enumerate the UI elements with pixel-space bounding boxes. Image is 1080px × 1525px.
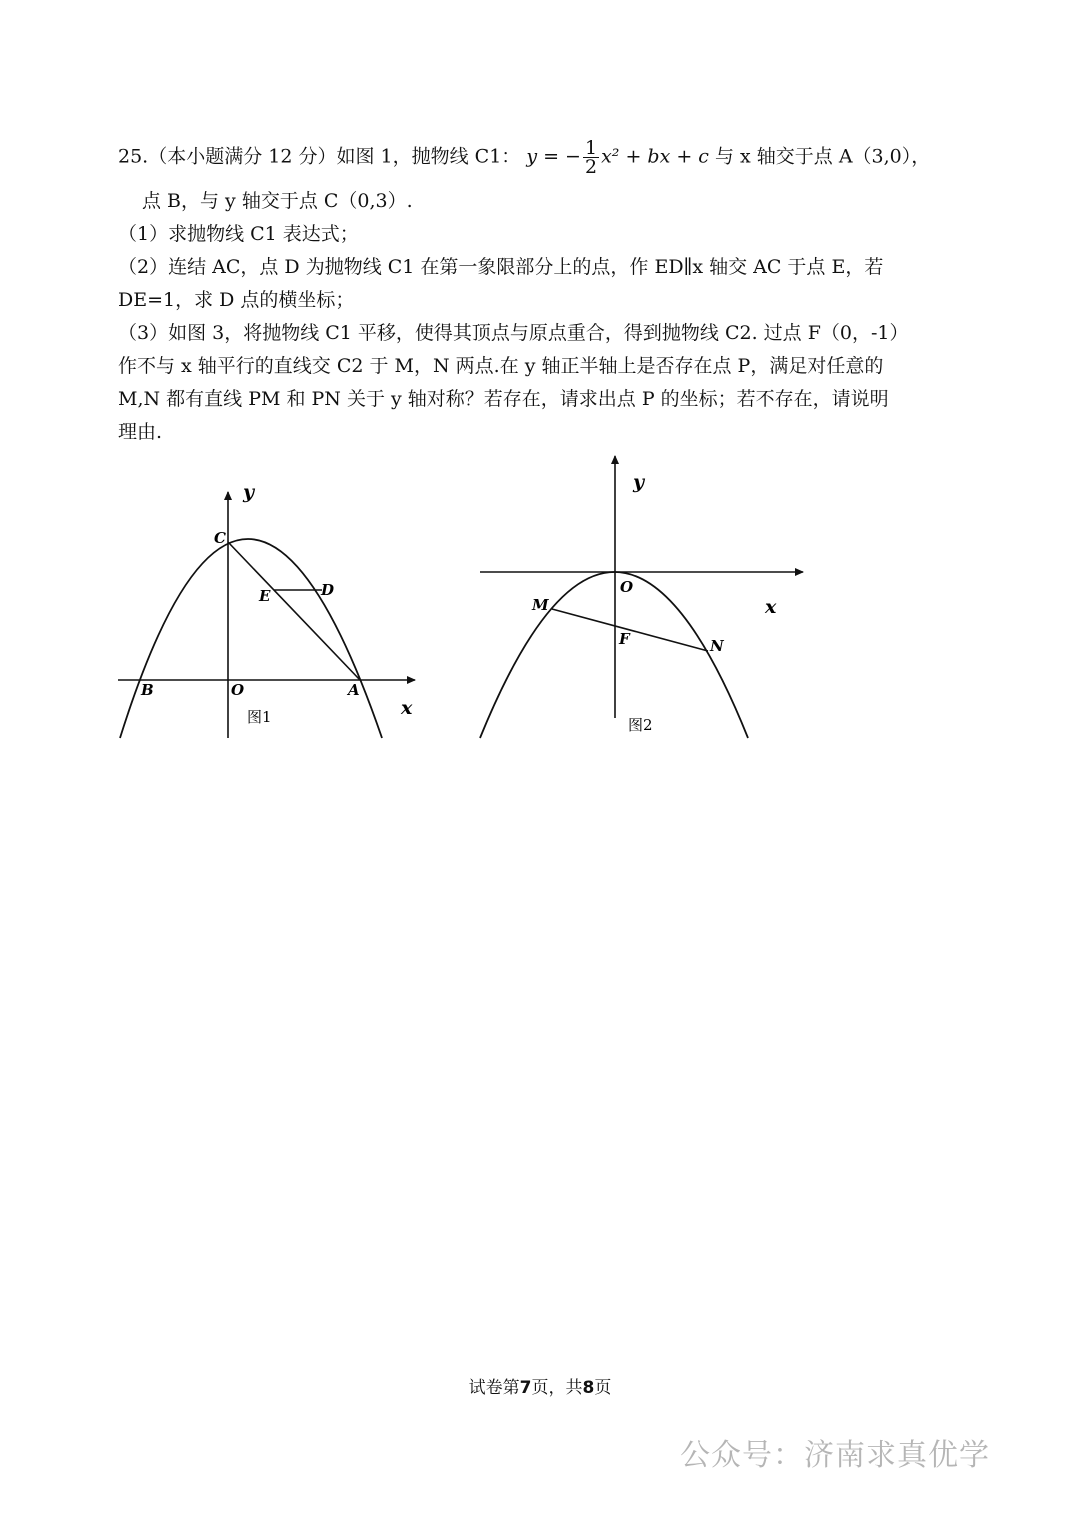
fraction-numerator: 1 bbox=[584, 137, 598, 159]
fig1-point-e: E bbox=[259, 587, 271, 605]
part-3-line-3: M,N 都有直线 PM 和 PN 关于 y 轴对称？若存在，请求出点 P 的坐标；若不存在，请说明 bbox=[118, 388, 889, 410]
fig1-point-c: C bbox=[214, 529, 226, 547]
figure-2 bbox=[470, 450, 815, 745]
fig1-point-a: A bbox=[348, 681, 360, 699]
watermark: 公众号：济南求真优学 bbox=[680, 1438, 990, 1473]
problem-score: （本小题满分 12 分） bbox=[148, 145, 337, 168]
figure-1 bbox=[110, 470, 440, 745]
problem-line-1 bbox=[118, 139, 930, 176]
fig2-point-f: F bbox=[619, 630, 630, 648]
part-3-line-4: 理由. bbox=[118, 421, 163, 443]
footer-total: 8 bbox=[582, 1378, 595, 1398]
fig2-x-label: x bbox=[765, 596, 777, 618]
equation bbox=[526, 139, 709, 176]
fig2-caption: 图2 bbox=[628, 716, 653, 734]
equation-fraction bbox=[583, 139, 599, 176]
fig1-point-d: D bbox=[321, 581, 335, 599]
fig2-point-n: N bbox=[710, 637, 724, 655]
fig2-line-mn bbox=[552, 609, 708, 651]
equation-prefix: y = − bbox=[526, 145, 581, 168]
fig2-point-o: O bbox=[620, 578, 634, 596]
part-3-line-2: 作不与 x 轴平行的直线交 C2 于 M，N 两点.在 y 轴正半轴上是否存在点 P，满足对任意的 bbox=[118, 355, 884, 377]
fig1-caption: 图1 bbox=[247, 708, 272, 726]
part-3-line-1: （3）如图 3，将抛物线 C1 平移，使得其顶点与原点重合，得到抛物线 C2. 过点 F（0，-1） bbox=[118, 322, 909, 344]
footer-page: 7 bbox=[519, 1378, 532, 1398]
problem-line-2: 点 B，与 y 轴交于点 C（0,3）. bbox=[142, 190, 413, 212]
fig2-y-label: y bbox=[633, 471, 645, 493]
page-footer bbox=[0, 1373, 1080, 1398]
fig2-parabola bbox=[480, 572, 748, 738]
fraction-denominator: 2 bbox=[584, 156, 598, 178]
equation-suffix: x² + bx + c bbox=[601, 145, 709, 168]
part-1: （1）求抛物线 C1 表达式； bbox=[118, 223, 359, 245]
problem-number: 25. bbox=[118, 145, 149, 168]
fig1-y-label: y bbox=[243, 481, 255, 503]
footer-suffix: 页 bbox=[594, 1378, 612, 1398]
fig1-x-label: x bbox=[401, 697, 413, 719]
footer-prefix: 试卷第 bbox=[468, 1378, 520, 1398]
part-2-line-1: （2）连结 AC，点 D 为抛物线 C1 在第一象限部分上的点，作 ED∥x 轴交 AC 于点 E，若 bbox=[118, 256, 884, 278]
footer-mid: 页，共 bbox=[531, 1378, 583, 1398]
problem-intro-tail: 与 x 轴交于点 A（3,0）， bbox=[714, 145, 931, 168]
fig1-point-o: O bbox=[231, 681, 245, 699]
fig1-point-b: B bbox=[141, 681, 154, 699]
problem-intro: 如图 1，抛物线 C1： bbox=[336, 145, 521, 168]
fig2-point-m: M bbox=[532, 596, 549, 614]
part-2-line-2: DE=1，求 D 点的横坐标； bbox=[118, 289, 355, 311]
